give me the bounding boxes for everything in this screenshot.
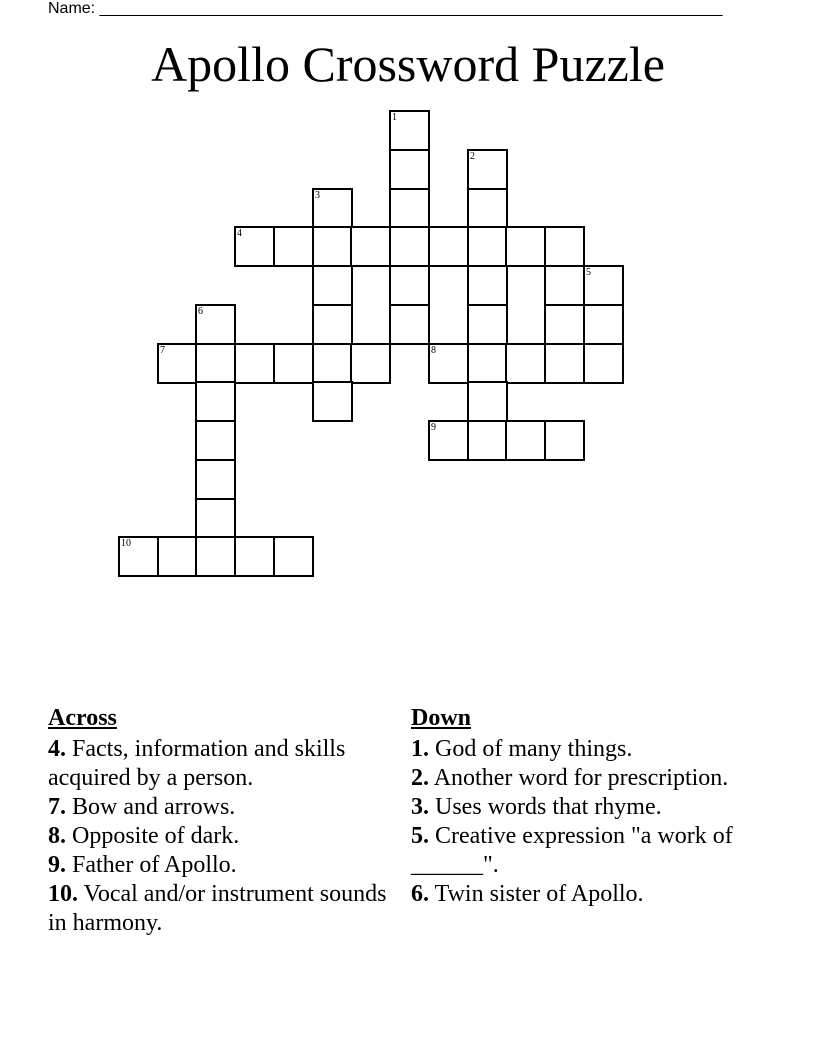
grid-cell[interactable] [505,226,546,267]
grid-cell[interactable] [312,304,353,345]
grid-cell[interactable] [467,149,508,190]
clue-text: Creative expression "a work of ______". [411,823,733,878]
cell-number: 5 [586,267,591,278]
grid-cell[interactable] [583,265,624,306]
grid-cell[interactable] [544,265,585,306]
grid-cell[interactable] [428,226,469,267]
grid-cell[interactable] [273,536,314,577]
grid-cell[interactable] [312,381,353,422]
grid-cell[interactable] [389,188,430,229]
across-clue-list [48,735,388,938]
down-clue [411,880,771,909]
grid-cell[interactable] [273,343,314,384]
grid-cell[interactable] [467,420,508,461]
cell-number: 10 [121,538,131,549]
clue-number: 5. [411,823,429,849]
across-clue [48,880,388,938]
grid-cell[interactable] [312,343,353,384]
cell-number: 8 [431,345,436,356]
cell-number: 1 [392,112,397,123]
grid-cell[interactable] [350,343,391,384]
cell-number: 2 [470,151,475,162]
down-clue-list [411,735,771,909]
grid-cell[interactable] [505,420,546,461]
grid-cell[interactable] [157,343,198,384]
grid-cell[interactable] [467,265,508,306]
grid-cell[interactable] [195,498,236,539]
grid-cell[interactable] [195,536,236,577]
grid-cell[interactable] [234,536,275,577]
across-clue [48,735,388,793]
grid-cell[interactable] [389,265,430,306]
clue-text: Vocal and/or instrument sounds in harmony. [48,881,387,936]
clue-number: 9. [48,852,66,878]
grid-cell[interactable] [195,459,236,500]
across-heading: Across [48,705,117,731]
down-clue [411,793,771,822]
grid-cell[interactable] [467,188,508,229]
down-clue [411,735,771,764]
cell-number: 3 [315,190,320,201]
grid-cell[interactable] [157,536,198,577]
grid-cell[interactable] [389,149,430,190]
cell-number: 7 [160,345,165,356]
grid-cell[interactable] [195,343,236,384]
clue-number: 10. [48,881,78,907]
grid-cell[interactable] [544,420,585,461]
grid-cell[interactable] [312,226,353,267]
page-title: Apollo Crossword Puzzle [151,36,665,92]
clue-text: Opposite of dark. [72,823,240,849]
cell-number: 9 [431,422,436,433]
grid-cell[interactable] [467,381,508,422]
grid-cell[interactable] [544,343,585,384]
grid-cell[interactable] [273,226,314,267]
clue-number: 6. [411,881,429,907]
grid-cell[interactable] [312,188,353,229]
cell-number: 6 [198,306,203,317]
clue-number: 7. [48,794,66,820]
across-clue [48,822,388,851]
grid-cell[interactable] [544,304,585,345]
name-field-label: Name: ______________________________________________________________________ [48,0,723,17]
grid-cell[interactable] [428,343,469,384]
grid-cell[interactable] [389,110,430,151]
down-clue [411,764,771,793]
grid-cell[interactable] [467,343,508,384]
down-clue [411,822,771,880]
grid-cell[interactable] [467,226,508,267]
down-heading: Down [411,705,472,731]
grid-cell[interactable] [505,343,546,384]
grid-cell[interactable] [583,343,624,384]
grid-cell[interactable] [350,226,391,267]
clue-number: 1. [411,736,429,762]
down-clues [411,704,771,909]
clue-number: 3. [411,794,429,820]
grid-cell[interactable] [389,226,430,267]
grid-cell[interactable] [389,304,430,345]
grid-cell[interactable] [583,304,624,345]
cell-number: 4 [237,228,242,239]
clue-number: 8. [48,823,66,849]
clue-text: Uses words that rhyme. [435,794,662,820]
grid-cell[interactable] [234,343,275,384]
grid-cell[interactable] [544,226,585,267]
clue-text: Another word for prescription. [433,765,729,791]
grid-cell[interactable] [234,226,275,267]
across-clues [48,704,388,938]
across-clue [48,793,388,822]
clue-text: Facts, information and skills acquired by a person. [48,736,346,791]
clue-number: 4. [48,736,66,762]
across-clue [48,851,388,880]
grid-cell[interactable] [195,381,236,422]
clue-text: Twin sister of Apollo. [434,881,644,907]
grid-cell[interactable] [428,420,469,461]
grid-cell[interactable] [467,304,508,345]
grid-cell[interactable] [312,265,353,306]
clue-text: Father of Apollo. [72,852,237,878]
clue-text: Bow and arrows. [72,794,236,820]
grid-cell[interactable] [195,304,236,345]
clue-number: 2. [411,765,429,791]
grid-cell[interactable] [118,536,159,577]
clue-text: God of many things. [435,736,633,762]
grid-cell[interactable] [195,420,236,461]
